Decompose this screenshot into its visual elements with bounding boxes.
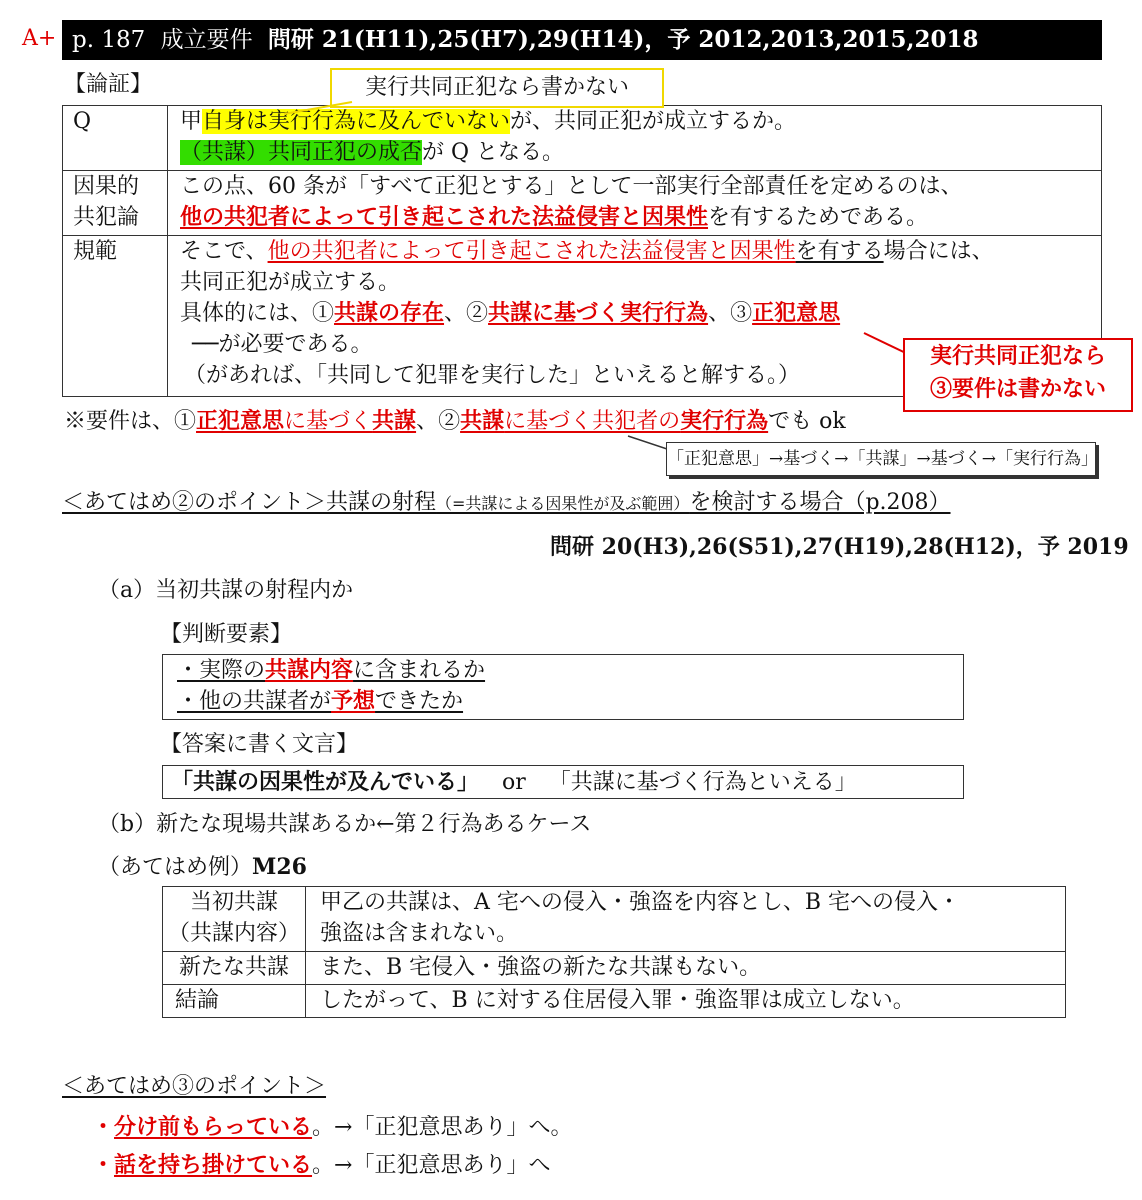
ex-content-3: したがって、B に対する住居侵入罪・強盗罪は成立しない。 bbox=[320, 988, 915, 1013]
answer-2: 「共謀に基づく行為といえる」 bbox=[548, 770, 857, 795]
note-a: ※要件は、① bbox=[64, 409, 197, 434]
ex-content-1b: 強盗は含まれない。 bbox=[320, 921, 519, 946]
norm-line2: 共同正犯が成立する。 bbox=[180, 270, 401, 295]
ex-head-1: 当初共謀 bbox=[189, 890, 278, 915]
q-line1-a: 甲 bbox=[180, 109, 203, 134]
table-row bbox=[163, 985, 1066, 1018]
answer-box bbox=[162, 765, 964, 799]
requirement-note bbox=[64, 406, 846, 437]
q-line2-highlight: （共謀）共同正犯の成否 bbox=[180, 140, 423, 165]
ex-head-cell bbox=[163, 952, 306, 985]
point3-item-1 bbox=[92, 1112, 572, 1143]
example-table bbox=[162, 886, 1066, 1018]
norm-line1-a: そこで、 bbox=[180, 239, 268, 264]
norm-line1-red: 他の共犯者によって引き起こされた法益侵害と因果性 bbox=[267, 239, 796, 264]
callout-top-text: 実行共同正犯なら書かない bbox=[364, 75, 629, 100]
judge-2a: ・他の共謀者が bbox=[177, 689, 332, 714]
ex-head-1b: （共謀内容） bbox=[167, 921, 300, 946]
q-line1-b: が、共同正犯が成立するか。 bbox=[510, 109, 797, 134]
table-row bbox=[163, 887, 1066, 952]
ex-head-cell bbox=[163, 887, 306, 952]
point2-heading bbox=[62, 488, 951, 519]
judge-1b: に含まれるか bbox=[353, 658, 486, 683]
judge-2b: できたか bbox=[375, 689, 464, 714]
callout-red-line1: 実行共同正犯なら bbox=[929, 343, 1106, 369]
norm-line4: ──が必要である。 bbox=[192, 332, 373, 357]
norm-line3-a: 具体的には、① bbox=[180, 301, 335, 326]
header-sources: 問研 21(H11),25(H7),29(H14)，予 2012,2013,2015,2018 bbox=[267, 26, 979, 53]
norm-line3-c: 、③ bbox=[708, 301, 753, 326]
callout-red bbox=[903, 338, 1133, 412]
topic: 成立要件 bbox=[160, 27, 253, 53]
point2-b-label: （b）新たな現場共謀あるか←第２行為あるケース bbox=[98, 812, 592, 837]
table-row bbox=[63, 106, 1102, 171]
example-label-text: （あてはめ例） bbox=[98, 855, 253, 880]
section-label: 【論証】 bbox=[64, 72, 153, 97]
judge-2-red: 予想 bbox=[331, 688, 376, 714]
causal-label-cell bbox=[63, 171, 168, 236]
point2-heading-tail: を検討する場合（p.208） bbox=[689, 490, 951, 515]
example-case: M26 bbox=[252, 854, 307, 880]
point3-item-2 bbox=[92, 1150, 550, 1181]
answer-1: 「共謀の因果性が及んでいる」 bbox=[171, 769, 480, 795]
note-r1c: 共謀 bbox=[372, 408, 417, 434]
example-label bbox=[98, 852, 307, 883]
norm-label-cell bbox=[63, 236, 168, 397]
ex-content-cell bbox=[306, 985, 1066, 1018]
table-row bbox=[63, 171, 1102, 236]
norm-label: 規範 bbox=[73, 239, 118, 264]
q-line2-b: が Q となる。 bbox=[422, 140, 565, 165]
callout-red-line2: ③要件は書かない bbox=[929, 376, 1106, 402]
norm-line3-b: 、② bbox=[444, 301, 489, 326]
callout-top bbox=[330, 68, 664, 108]
answer-label: 【答案に書く文言】 bbox=[160, 732, 359, 757]
req-1: 共謀の存在 bbox=[334, 300, 445, 326]
ex-content-cell bbox=[306, 887, 1066, 952]
point3-item2-red: 話を持ち掛けている bbox=[114, 1152, 313, 1178]
table-row bbox=[163, 952, 1066, 985]
ex-head-cell bbox=[163, 985, 306, 1018]
ex-content-1a: 甲乙の共謀は、A 宅への侵入・強盗を内容とし、B 宅への侵入・ bbox=[320, 890, 961, 915]
req-2: 共謀に基づく実行行為 bbox=[488, 300, 709, 326]
causal-label-2: 共犯論 bbox=[73, 205, 140, 230]
point2-heading-small: （=共謀による因果性が及ぶ範囲） bbox=[436, 494, 690, 513]
judge-1a: ・実際の bbox=[177, 658, 266, 683]
point3-bullet-1: ・ bbox=[92, 1114, 115, 1140]
note-r2: 共謀 bbox=[460, 408, 505, 434]
point3-item2-rest: 。→「正犯意思あり」へ bbox=[312, 1153, 551, 1178]
norm-line5: （があれば、「共同して犯罪を実行した」といえると解する。） bbox=[184, 363, 801, 388]
judge-1-red: 共謀内容 bbox=[265, 657, 354, 683]
note-c: でも ok bbox=[768, 409, 846, 434]
ex-head-3: 結論 bbox=[175, 988, 220, 1013]
req-3: 正犯意思 bbox=[752, 300, 841, 326]
point3-bullet-2: ・ bbox=[92, 1152, 115, 1178]
point3-item1-rest: 。→「正犯意思あり」へ。 bbox=[312, 1115, 573, 1140]
note-b: 、② bbox=[416, 409, 461, 434]
point2-sources: 問研 20(H3),26(S51),27(H19),28(H12)，予 2019 bbox=[550, 534, 1129, 560]
causal-content-cell bbox=[168, 171, 1102, 236]
note-r2c: 実行行為 bbox=[680, 408, 769, 434]
q-line1-highlight: 自身は実行行為に及んでいない bbox=[202, 109, 511, 134]
note-r1b: に基づく bbox=[284, 409, 373, 434]
norm-line1-underline: を有する bbox=[795, 239, 884, 264]
causal-line2-red: 他の共犯者によって引き起こされた法益侵害と因果性 bbox=[180, 204, 709, 230]
note-r1: 正犯意思 bbox=[196, 408, 285, 434]
grade-mark: A+ bbox=[22, 26, 57, 51]
answer-or: or bbox=[502, 770, 526, 795]
judge-box bbox=[162, 654, 964, 720]
callout-flow bbox=[666, 442, 1096, 476]
ex-content-cell bbox=[306, 952, 1066, 985]
point3-item1-red: 分け前もらっている bbox=[114, 1114, 313, 1140]
point3-heading: ＜あてはめ③のポイント＞ bbox=[62, 1074, 327, 1099]
ex-content-2: また、B 宅侵入・強盗の新たな共謀もない。 bbox=[320, 955, 762, 980]
norm-line1-b: 場合には、 bbox=[883, 239, 994, 264]
callout-flow-text: 「正犯意思」→基づく→「共謀」→基づく→「実行行為」 bbox=[667, 449, 1098, 469]
point2-heading-main: ＜あてはめ②のポイント＞共謀の射程 bbox=[62, 490, 437, 515]
causal-line2-b: を有するためである。 bbox=[708, 205, 929, 230]
causal-label-1: 因果的 bbox=[73, 174, 140, 199]
callout-top-pointer bbox=[280, 100, 360, 120]
note-r2b: に基づく共犯者の bbox=[504, 409, 681, 434]
judge-label: 【判断要素】 bbox=[160, 622, 293, 647]
q-label: Q bbox=[73, 109, 92, 134]
q-label-cell bbox=[63, 106, 168, 171]
causal-line1: この点、60 条が「すべて正犯とする」として一部実行全部責任を定めるのは、 bbox=[180, 174, 963, 199]
ex-head-2: 新たな共謀 bbox=[178, 955, 289, 980]
header-bar bbox=[62, 20, 1102, 60]
point2-a-label: （a）当初共謀の射程内か bbox=[98, 578, 354, 603]
page-ref: p. 187 bbox=[72, 27, 146, 53]
